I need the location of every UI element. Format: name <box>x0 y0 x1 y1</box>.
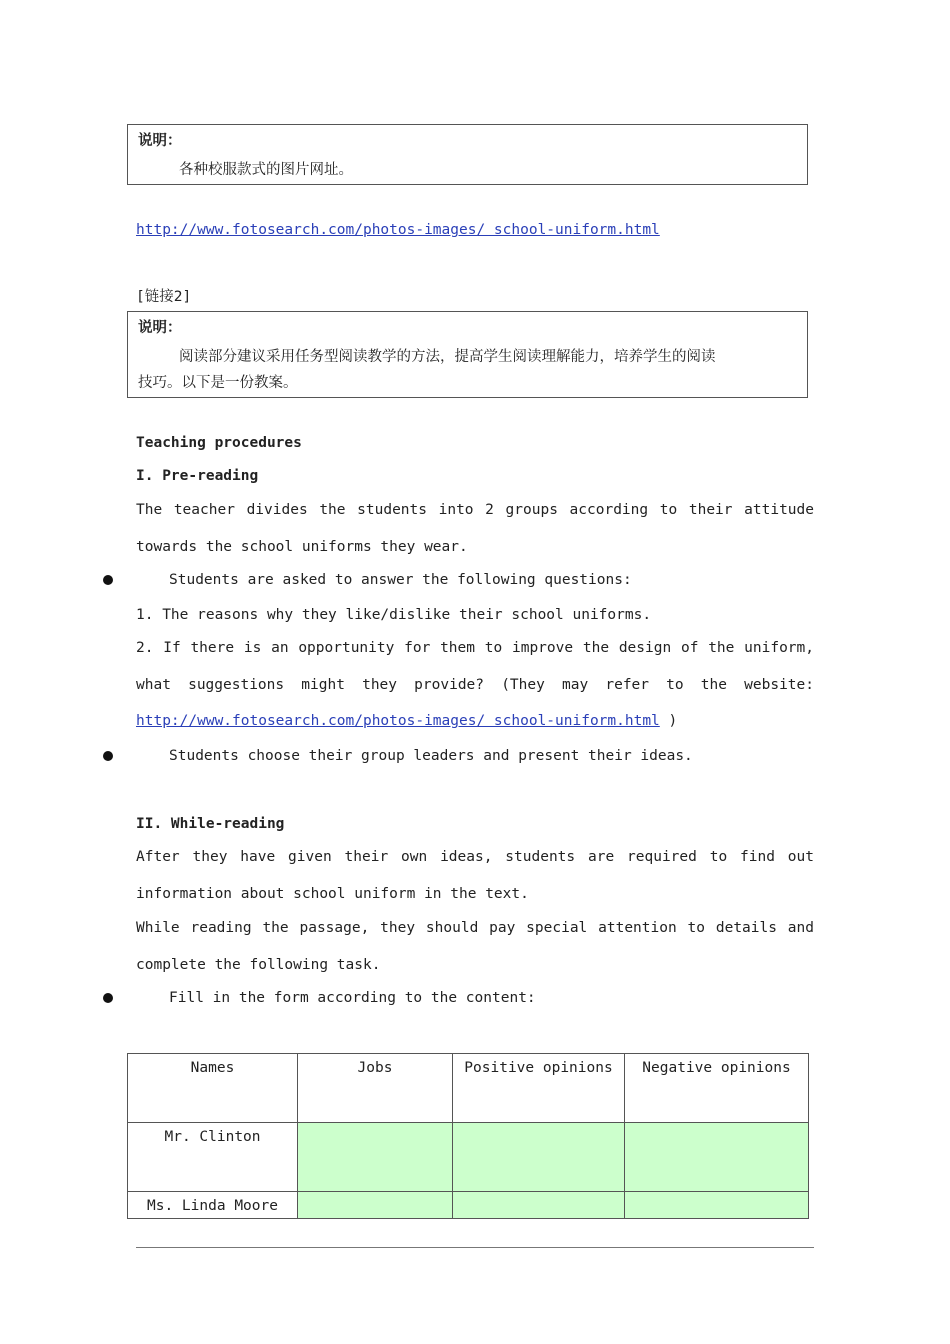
question-2-line3 <box>136 713 677 729</box>
note-label: 说明： <box>138 320 182 336</box>
closing-paren: ) <box>659 713 678 729</box>
answer-cell-positive[interactable] <box>453 1192 625 1219</box>
question-2-line2: what suggestions might they provide? (They may refer to the website: <box>136 677 814 693</box>
while-reading-paragraph1-line2: information about school uniform in the text. <box>136 886 529 902</box>
question-2-line1: 2. If there is an opportunity for them to improve the design of the uniform, <box>136 640 814 656</box>
link2-heading: [链接2] <box>136 289 192 305</box>
note-text: 各种校服款式的图片网址。 <box>179 162 353 178</box>
note-text-line1: 阅读部分建议采用任务型阅读教学的方法，提高学生阅读理解能力，培养学生的阅读 <box>179 349 716 365</box>
header-jobs: Jobs <box>298 1054 453 1123</box>
question-1: 1. The reasons why they like/dislike their school uniforms. <box>136 607 652 623</box>
pre-reading-heading: I. Pre-reading <box>136 468 259 484</box>
footer-divider <box>136 1247 814 1248</box>
answer-cell-positive[interactable] <box>453 1123 625 1192</box>
fotosearch-link[interactable]: http://www.fotosearch.com/photos-images/ school-uniform.html <box>136 222 660 238</box>
while-reading-paragraph2-line1: While reading the passage, they should pay special attention to details and <box>136 920 814 936</box>
header-positive-opinions: Positive opinions <box>453 1054 625 1123</box>
while-reading-paragraph2-line2: complete the following task. <box>136 957 381 973</box>
while-reading-paragraph1-line1: After they have given their own ideas, students are required to find out <box>136 849 814 865</box>
bullet-text: Fill in the form according to the content: <box>169 990 536 1006</box>
opinions-form-table <box>127 1053 809 1219</box>
bullet-icon <box>103 575 113 585</box>
table-row <box>128 1123 809 1192</box>
answer-cell-negative[interactable] <box>625 1192 809 1219</box>
note-box-2 <box>127 311 808 398</box>
row-name: Ms. Linda Moore <box>128 1192 298 1219</box>
while-reading-heading: II. While-reading <box>136 816 285 832</box>
fotosearch-link[interactable]: http://www.fotosearch.com/photos-images/ school-uniform.html <box>136 713 660 729</box>
answer-cell-negative[interactable] <box>625 1123 809 1192</box>
table-header-row <box>128 1054 809 1123</box>
table-row <box>128 1192 809 1219</box>
answer-cell-jobs[interactable] <box>298 1192 453 1219</box>
note-text-line2: 技巧。以下是一份教案。 <box>138 375 298 391</box>
bullet-text: Students are asked to answer the following questions: <box>169 572 632 588</box>
bullet-icon <box>103 751 113 761</box>
header-names: Names <box>128 1054 298 1123</box>
pre-reading-paragraph-line1: The teacher divides the students into 2 groups according to their attitude <box>136 502 814 518</box>
row-name: Mr. Clinton <box>128 1123 298 1192</box>
bullet-text: Students choose their group leaders and present their ideas. <box>169 748 693 764</box>
note-label: 说明： <box>138 133 182 149</box>
header-negative-opinions: Negative opinions <box>625 1054 809 1123</box>
answer-cell-jobs[interactable] <box>298 1123 453 1192</box>
teaching-procedures-title: Teaching procedures <box>136 435 302 451</box>
pre-reading-paragraph-line2: towards the school uniforms they wear. <box>136 539 468 555</box>
bullet-icon <box>103 993 113 1003</box>
note-box-1 <box>127 124 808 185</box>
